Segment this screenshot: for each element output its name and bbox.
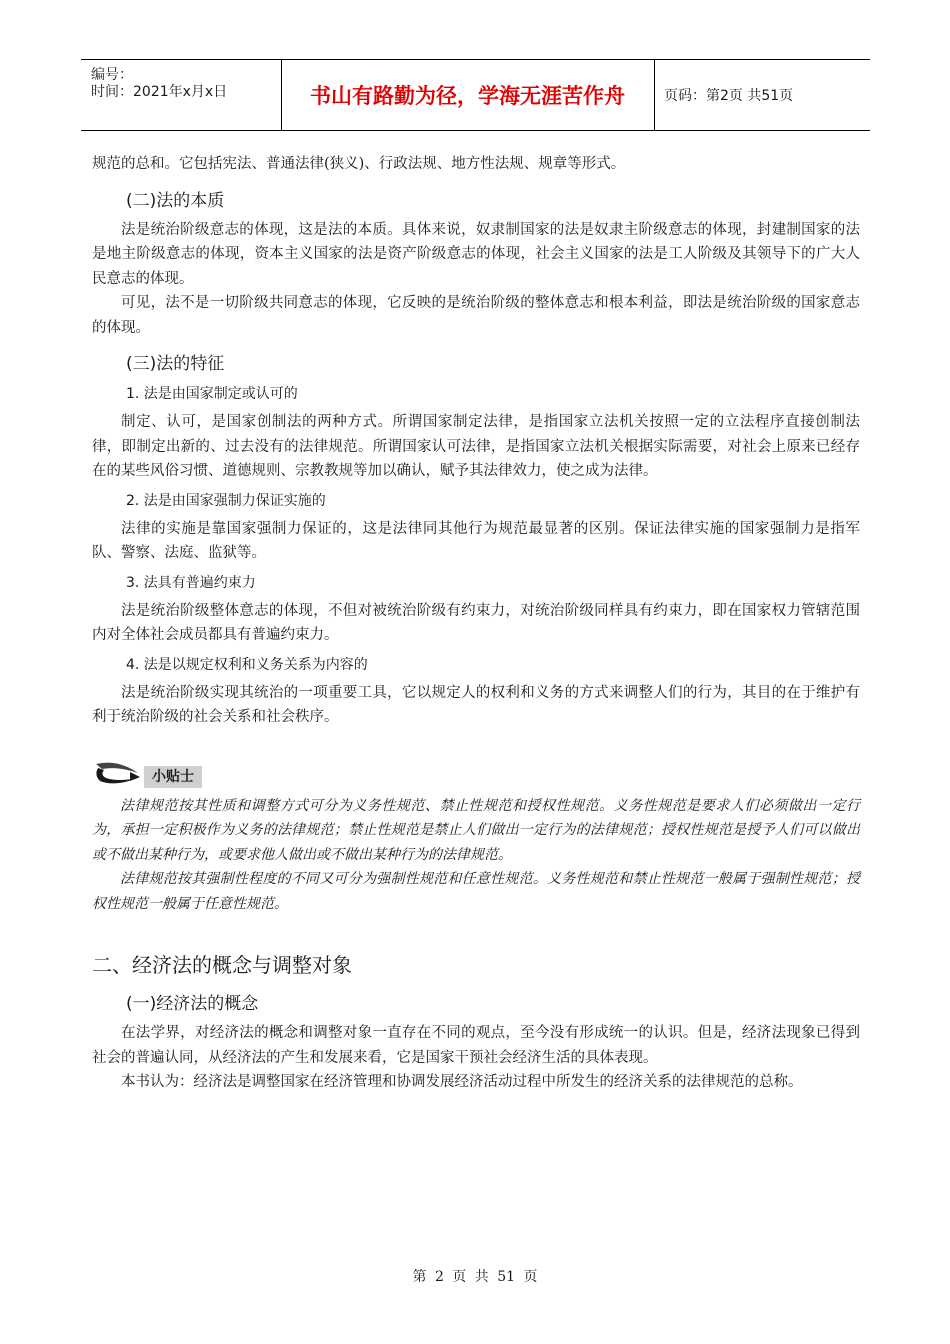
page-footer: 第 2 页 共 51 页 [412, 1269, 538, 1285]
paragraph: 本书认为：经济法是调整国家在经济管理和协调发展经济活动过程中所发生的经济关系的法律规范的总称。 [121, 1074, 803, 1090]
header-page-info: 页码：第2页 共51页 [664, 88, 794, 104]
tip-paragraph: 法律规范按其强制性程度的不同又可分为强制性规范和任意性规范。义务性规范和禁止性规范一般属于强制性规范；授权性规范一般属于任意性规范。 [92, 871, 860, 912]
tip-label: 小贴士 [144, 766, 202, 788]
feature-item-2: 2. 法是由国家强制力保证实施的 [126, 492, 326, 509]
paragraph: 法是统治阶级意志的体现，这是法的本质。具体来说，奴隶制国家的法是奴隶主阶级意志的体现，封建制国家的法是地主阶级意志的体现，资本主义国家的法是资产阶级意志的体现，社会主义国家的法是工人阶级及其领导下的广大人民意志的体现。 [92, 221, 860, 287]
paragraph: 法是统治阶级实现其统治的一项重要工具，它以规定人的权利和义务的方式来调整人们的行为，其目的在于维护有利于统治阶级的社会关系和社会秩序。 [92, 684, 860, 725]
header-number-label: 编号： [91, 67, 133, 83]
tip-box [92, 794, 860, 917]
tip-paragraph: 法律规范按其性质和调整方式可分为义务性规范、禁止性规范和授权性规范。义务性规范是要求人们必须做出一定行为，承担一定积极作为义务的法律规范；禁止性规范是禁止人们做出一定行为的法律规范；授权性规范是授予人们可以做出或不做出某种行为，或要求他人做出或不做出某种行为的法律规范。 [92, 797, 860, 863]
header-time-label: 时间：2021年x月x日 [91, 84, 228, 100]
header-meta [81, 60, 281, 130]
paragraph: 规范的总和。它包括宪法、普通法律(狭义)、行政法规、地方性法规、规章等形式。 [92, 156, 626, 172]
paragraph: 可见，法不是一切阶级共同意志的体现，它反映的是统治阶级的整体意志和根本利益，即法是统治阶级的国家意志的体现。 [92, 295, 860, 336]
page-header [81, 59, 870, 131]
document-body [92, 152, 860, 1095]
header-divider [654, 60, 655, 130]
subheading-features: (三)法的特征 [126, 354, 225, 374]
paragraph: 在法学界，对经济法的概念和调整对象一直存在不同的观点，至今没有形成统一的认识。但是，经济法现象已得到社会的普遍认同，从经济法的产生和发展来看，它是国家干预社会经济生活的具体表现。 [92, 1025, 860, 1066]
paragraph: 制定、认可，是国家创制法的两种方式。所谓国家制定法律，是指国家立法机关按照一定的立法程序直接创制法律，即制定出新的、过去没有的法律规范。所谓国家认可法律，是指国家立法机关根据实际需要，对社会上原来已经存在的某些风俗习惯、道德规则、宗教教规等加以确认，赋予其法律效力，使之成为法律。 [92, 414, 860, 479]
feature-item-3: 3. 法具有普遍约束力 [126, 574, 256, 591]
paragraph: 法律的实施是靠国家强制力保证的，这是法律同其他行为规范最显著的区别。保证法律实施的国家强制力是指军队、警察、法庭、监狱等。 [92, 520, 860, 561]
header-motto: 书山有路勤为径，学海无涯苦作舟 [310, 84, 625, 108]
paragraph: 法是统治阶级整体意志的体现，不但对被统治阶级有约束力，对统治阶级同样具有约束力，即在国家权力管辖范围内对全体社会成员都具有普遍约束力。 [92, 602, 860, 643]
subheading-concept: (一)经济法的概念 [126, 994, 259, 1014]
tip-header [92, 760, 860, 794]
feature-item-1: 1. 法是由国家制定或认可的 [126, 386, 298, 402]
subheading-essence: (二)法的本质 [126, 190, 225, 211]
section-heading: 二、经济法的概念与调整对象 [92, 953, 352, 977]
feature-item-4: 4. 法是以规定权利和义务关系为内容的 [126, 656, 368, 673]
arrow-swoosh-icon [92, 760, 142, 794]
